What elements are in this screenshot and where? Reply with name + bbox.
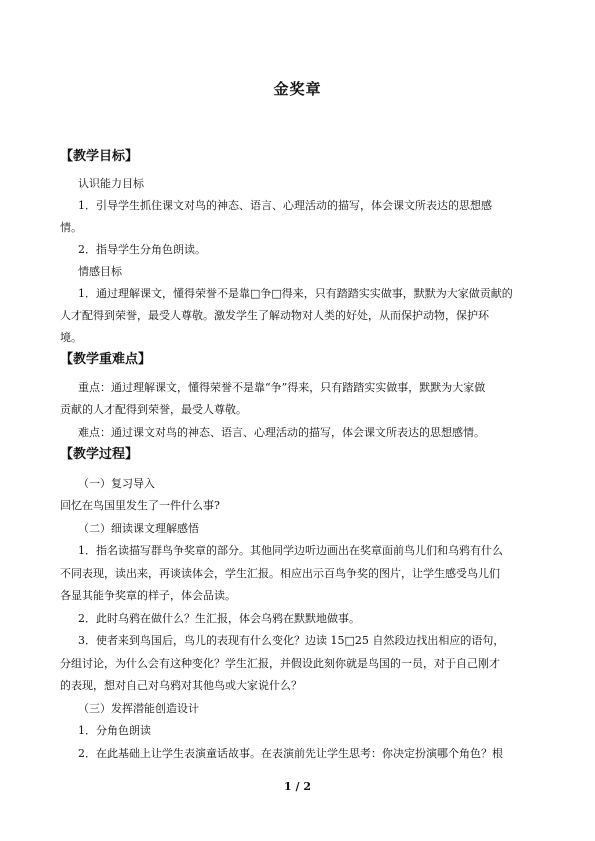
text-line: 的表现，想对自己对乌鸦对其他鸟或大家说什么？ (60, 679, 302, 692)
text-line: 1．分角色朗读 (78, 724, 151, 737)
section-heading-key-points: 【教学重难点】 (60, 352, 152, 367)
text-line: 各显其能争奖章的样子，体会品读。 (60, 589, 236, 602)
text-line: 不同表现，读出来，再谈读体会，学生汇报。相应出示百鸟争奖的图片，让学生感受鸟儿们 (60, 567, 500, 580)
text-line: 2．此时乌鸦在做什么？生汇报，体会乌鸦在默默地做事。 (78, 612, 360, 625)
page-number-separator: / (295, 780, 300, 793)
document-title: 金奖章 (273, 80, 322, 98)
text-line: （二）细读课文理解感悟 (78, 522, 199, 535)
page-number-total: 2 (303, 780, 312, 793)
text-line: 分组讨论，为什么会有这种变化？学生汇报，并假设此刻你就是鸟国的一员，对于自己刚才 (60, 657, 500, 670)
text-line: 认识能力目标 (78, 177, 144, 190)
text-line: 2．指导学生分角色朗读。 (78, 243, 206, 256)
text-line: 回忆在鸟国里发生了一件什么事? (60, 499, 220, 512)
text-line: （三）发挥潜能创造设计 (78, 702, 199, 715)
text-line: 情感目标 (78, 265, 122, 278)
text-line: 3．使者来到鸟国后，鸟儿的表现有什么变化？边读 15□25 自然段边找出相应的语句， (78, 634, 505, 647)
text-line: 人才配得到荣誉，最受人尊敬。激发学生了解动物对人类的好处，从而保护动物，保护环 (60, 309, 489, 322)
text-line: （一）复习导入 (78, 477, 155, 490)
section-heading-goals: 【教学目标】 (60, 149, 139, 164)
page-number-current: 1 (283, 780, 292, 793)
text-line: 1．引导学生抓住课文对鸟的神态、语言、心理活动的描写，体会课文所表达的思想感 (78, 199, 492, 212)
text-line: 1．指名读描写群鸟争奖章的部分。其他同学边听边画出在奖章面前鸟儿们和乌鸦有什么 (78, 544, 503, 557)
text-line: 贡献的人才配得到荣誉，最受人尊敬。 (60, 403, 247, 416)
text-line: 情。 (60, 221, 82, 234)
text-line: 境。 (60, 331, 82, 344)
text-line: 1．通过理解课文，懂得荣誉不是靠□争□得来，只有踏踏实实做事，默默为大家做贡献的 (78, 287, 513, 300)
section-heading-process: 【教学过程】 (60, 447, 139, 462)
text-line: 2．在此基础上让学生表演童话故事。在表演前先让学生思考：你决定扮演哪个角色？根 (78, 747, 503, 760)
text-line: 难点：通过课文对鸟的神态、语言、心理活动的描写，体会课文所表达的思想感情。 (78, 426, 485, 439)
page-number (0, 780, 595, 793)
text-line: 重点：通过理解课文，懂得荣誉不是靠“争”得来，只有踏踏实实做事，默默为大家做 (78, 381, 486, 394)
